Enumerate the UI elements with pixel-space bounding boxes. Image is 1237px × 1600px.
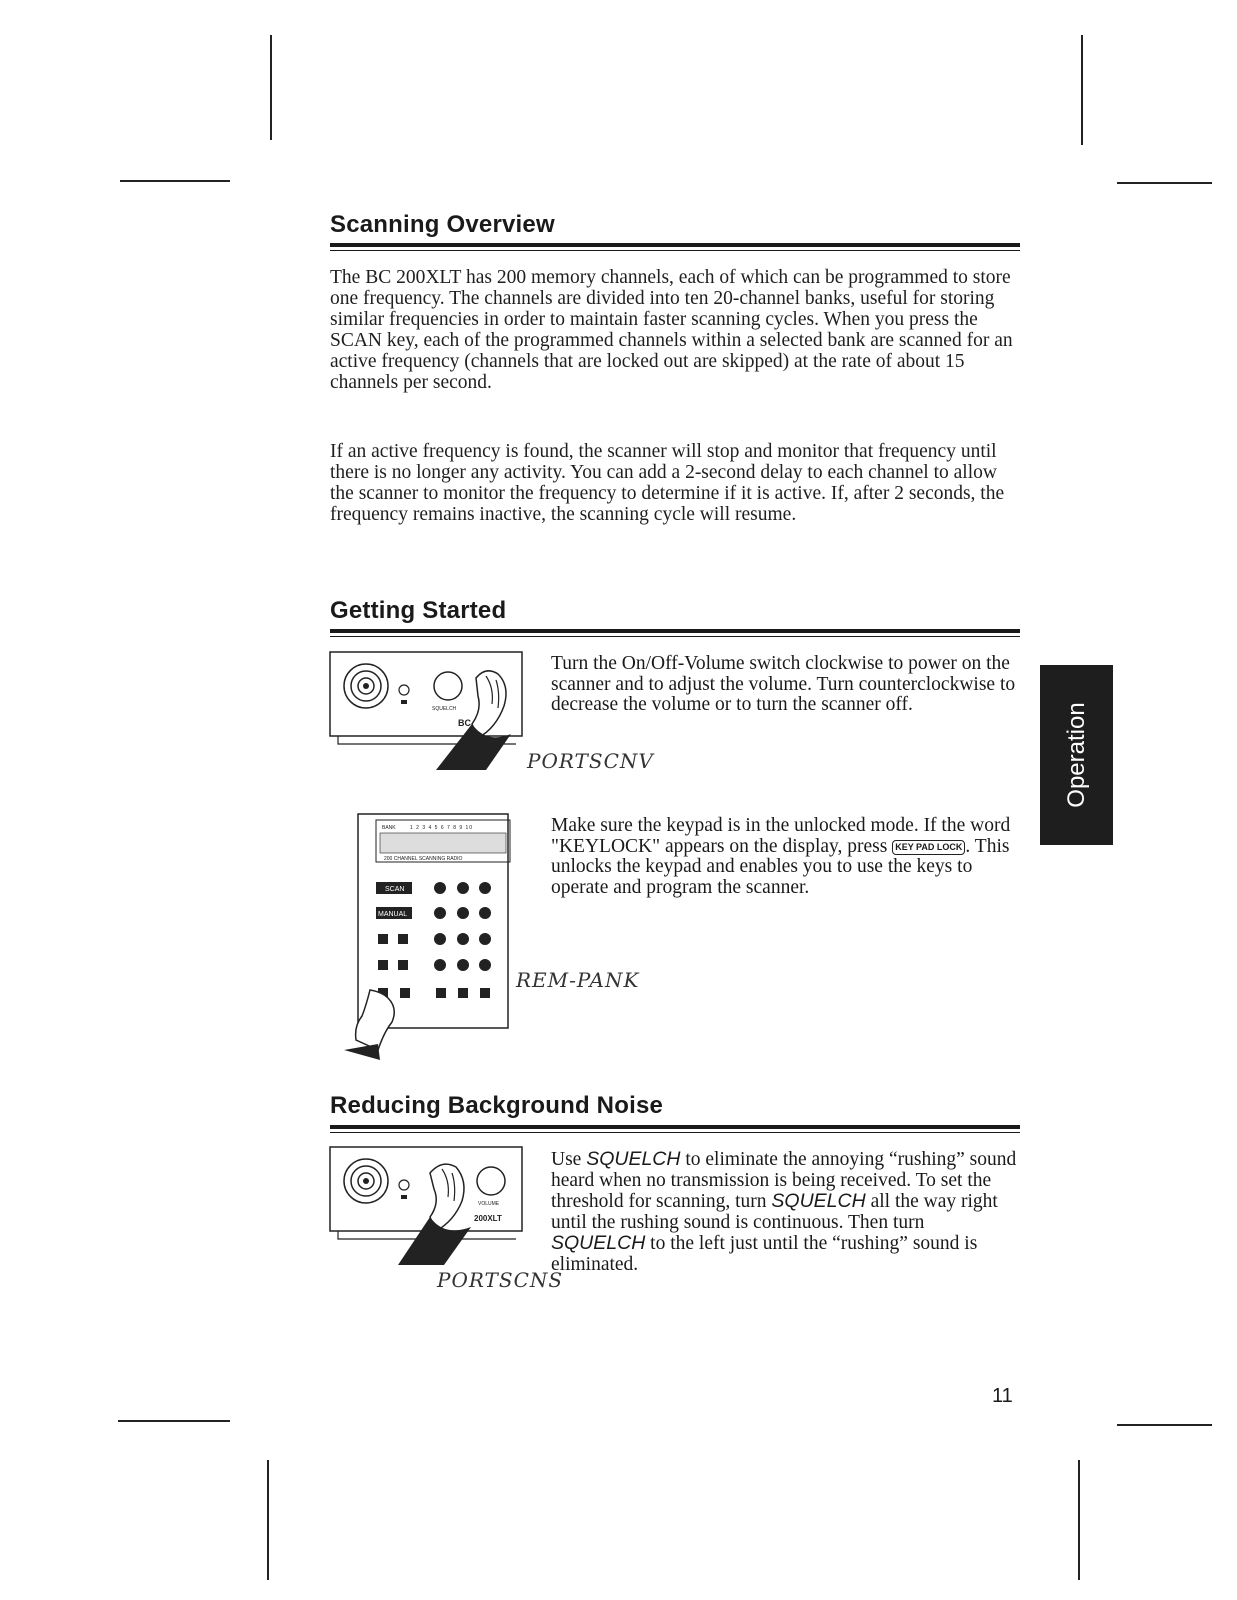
- page-number: 11: [992, 1385, 1013, 1407]
- section-rule-thin: [330, 636, 1020, 637]
- section-rule-thin: [330, 250, 1020, 251]
- step-2-text-after-key: . This unlocks the keypad and enables you to use the keys to operate and program the scanner.: [551, 835, 1010, 898]
- bank-numbers: 1 2 3 4 5 6 7 8 9 10: [410, 825, 474, 831]
- crop-mark-bottom-left-vertical: [267, 1460, 269, 1580]
- bank-label: BANK: [382, 825, 396, 831]
- key-pad-lock-key-icon: KEY PAD LOCK: [892, 840, 965, 855]
- crop-mark-bottom-left-horizontal: [118, 1420, 230, 1422]
- section-title-reducing-background-noise: Reducing Background Noise: [330, 1092, 664, 1119]
- crop-mark-top-right-horizontal: [1117, 182, 1212, 184]
- scan-key-label: SCAN: [385, 886, 405, 893]
- crop-mark-bottom-right-horizontal: [1117, 1424, 1212, 1426]
- operation-side-tab: [1040, 665, 1113, 845]
- handwritten-note: PORTSCNV: [527, 749, 654, 773]
- volume-label: VOLUME: [478, 1201, 500, 1207]
- crop-mark-top-right-vertical: [1081, 35, 1083, 145]
- squelch-term: SQUELCH: [586, 1148, 681, 1170]
- step-2-text-before-key: Make sure the keypad is in the unlocked mode. If the word "KEYLOCK" appears on the display, press: [551, 815, 1011, 857]
- section-rule-thin: [330, 1132, 1020, 1133]
- crop-mark-top-left-vertical: [270, 35, 272, 140]
- scanning-overview-paragraph-1: The BC 200XLT has 200 memory channels, each of which can be programmed to store one frequency. The channels are divided into ten 20-channel banks, useful for storing similar frequencies in order to maintain faster scanning cycles. When you press the SCAN key, each of the programmed channels within a selected bank are scanned for an active frequency (channels that are locked out are skipped) at the rate of about 15 channels per second.: [330, 267, 1013, 393]
- text-run: all the way right until the rushing sound is continuous. Then turn: [551, 1191, 998, 1233]
- getting-started-step-2-text: [551, 816, 1021, 898]
- text-run: Use: [551, 1149, 587, 1170]
- bc-label: BC: [458, 718, 471, 728]
- scanning-overview-paragraph-2: If an active frequency is found, the scanner will stop and monitor that frequency until there is no longer any activity. You can add a 2-second delay to each channel to allow the scanner to monitor the frequency to determine if it is active. If, after 2 seconds, the frequency remains inactive, the scanning cycle will resume.: [330, 441, 1005, 525]
- handwritten-note: REM-PANK: [516, 968, 640, 992]
- scanner-keypad-illustration: [340, 810, 515, 1060]
- squelch-term: SQUELCH: [551, 1232, 646, 1254]
- squelch-label: SQUELCH: [432, 706, 457, 712]
- scanner-volume-knob-illustration: [326, 648, 526, 773]
- crop-mark-bottom-right-vertical: [1078, 1460, 1080, 1580]
- scanner-squelch-knob-illustration: [326, 1143, 526, 1268]
- manual-key-label: MANUAL: [378, 911, 408, 918]
- text-run: to the left just until the “rushing” sound is eliminated.: [551, 1233, 978, 1275]
- section-title-getting-started: Getting Started: [330, 597, 507, 624]
- section-rule-thick: [330, 243, 1020, 247]
- side-tab-label: Operation: [1062, 702, 1090, 808]
- radio-label: 200 CHANNEL SCANNING RADIO: [384, 856, 463, 862]
- section-rule-thick: [330, 1125, 1020, 1129]
- section-rule-thick: [330, 629, 1020, 633]
- getting-started-step-1-text: Turn the On/Off-Volume switch clockwise to power on the scanner and to adjust the volume. Turn counterclockwise to decrease the volume or to turn the scanner off.: [551, 653, 1016, 715]
- crop-mark-top-left-horizontal: [120, 180, 230, 182]
- handwritten-note: PORTSCNS: [437, 1268, 564, 1292]
- squelch-term: SQUELCH: [771, 1190, 866, 1212]
- text-run: to eliminate the annoying “rushing” sound heard when no transmission is being received. To set the threshold for scanning, turn: [551, 1149, 1017, 1212]
- section-title-scanning-overview: Scanning Overview: [330, 211, 555, 238]
- reducing-noise-step-text: [551, 1149, 1021, 1275]
- model-label: 200XLT: [474, 1214, 502, 1223]
